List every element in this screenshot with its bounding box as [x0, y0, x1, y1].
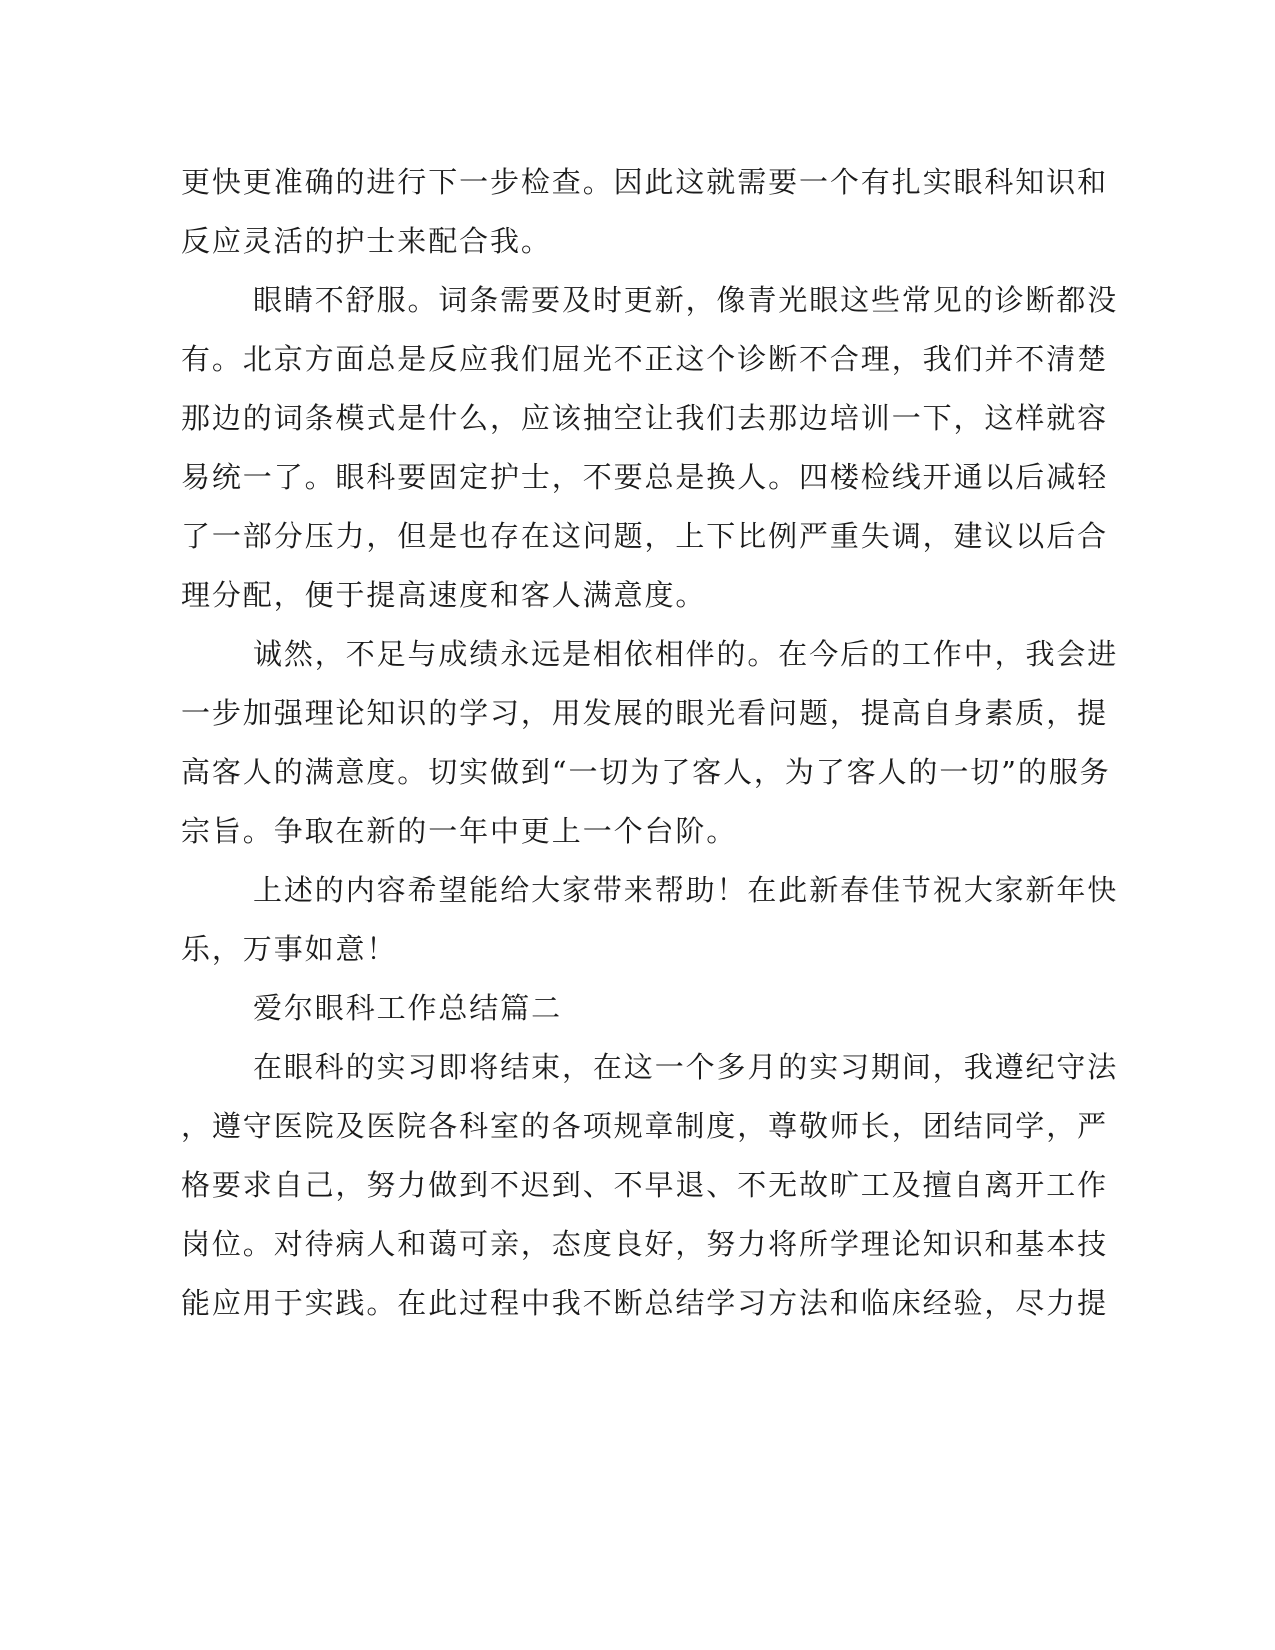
text-line: 能应用于实践。在此过程中我不断总结学习方法和临床经验，尽力提 — [181, 1286, 1109, 1320]
text-line: 那边的词条模式是什么，应该抽空让我们去那边培训一下，这样就容 — [181, 401, 1109, 435]
text-line: 更快更准确的进行下一步检查。因此这就需要一个有扎实眼科知识和 — [181, 165, 1109, 199]
text-line: ，遵守医院及医院各科室的各项规章制度，尊敬师长，团结同学，严 — [181, 1109, 1109, 1143]
text-line: 一步加强理论知识的学习，用发展的眼光看问题，提高自身素质，提 — [181, 696, 1109, 730]
text-line: 格要求自己，努力做到不迟到、不早退、不无故旷工及擅自离开工作 — [181, 1168, 1109, 1202]
text-line: 易统一了。眼科要固定护士，不要总是换人。四楼检线开通以后减轻 — [181, 460, 1109, 494]
paragraph-start-line: 上述的内容希望能给大家带来帮助！在此新春佳节祝大家新年快 — [253, 873, 1119, 907]
text-line: 宗旨。争取在新的一年中更上一个台阶。 — [181, 814, 738, 848]
text-line: 岗位。对待病人和蔼可亲，态度良好，努力将所学理论知识和基本技 — [181, 1227, 1109, 1261]
paragraph-start-line: 诚然，不足与成绩永远是相依相伴的。在今后的工作中，我会进 — [253, 637, 1119, 671]
section-heading: 爱尔眼科工作总结篇二 — [253, 991, 563, 1025]
text-line: 反应灵活的护士来配合我。 — [181, 224, 552, 258]
text-line: 有。北京方面总是反应我们屈光不正这个诊断不合理，我们并不清楚 — [181, 342, 1109, 376]
paragraph-start-line: 眼睛不舒服。词条需要及时更新，像青光眼这些常见的诊断都没 — [253, 283, 1119, 317]
text-line: 乐，万事如意！ — [181, 932, 398, 966]
document-body — [181, 160, 1119, 1340]
text-line: 了一部分压力，但是也存在这问题，上下比例严重失调，建议以后合 — [181, 519, 1109, 553]
text-line: 高客人的满意度。切实做到“一切为了客人，为了客人的一切”的服务 — [181, 755, 1111, 789]
paragraph-start-line: 在眼科的实习即将结束，在这一个多月的实习期间，我遵纪守法 — [253, 1050, 1119, 1084]
text-line: 理分配，便于提高速度和客人满意度。 — [181, 578, 707, 612]
